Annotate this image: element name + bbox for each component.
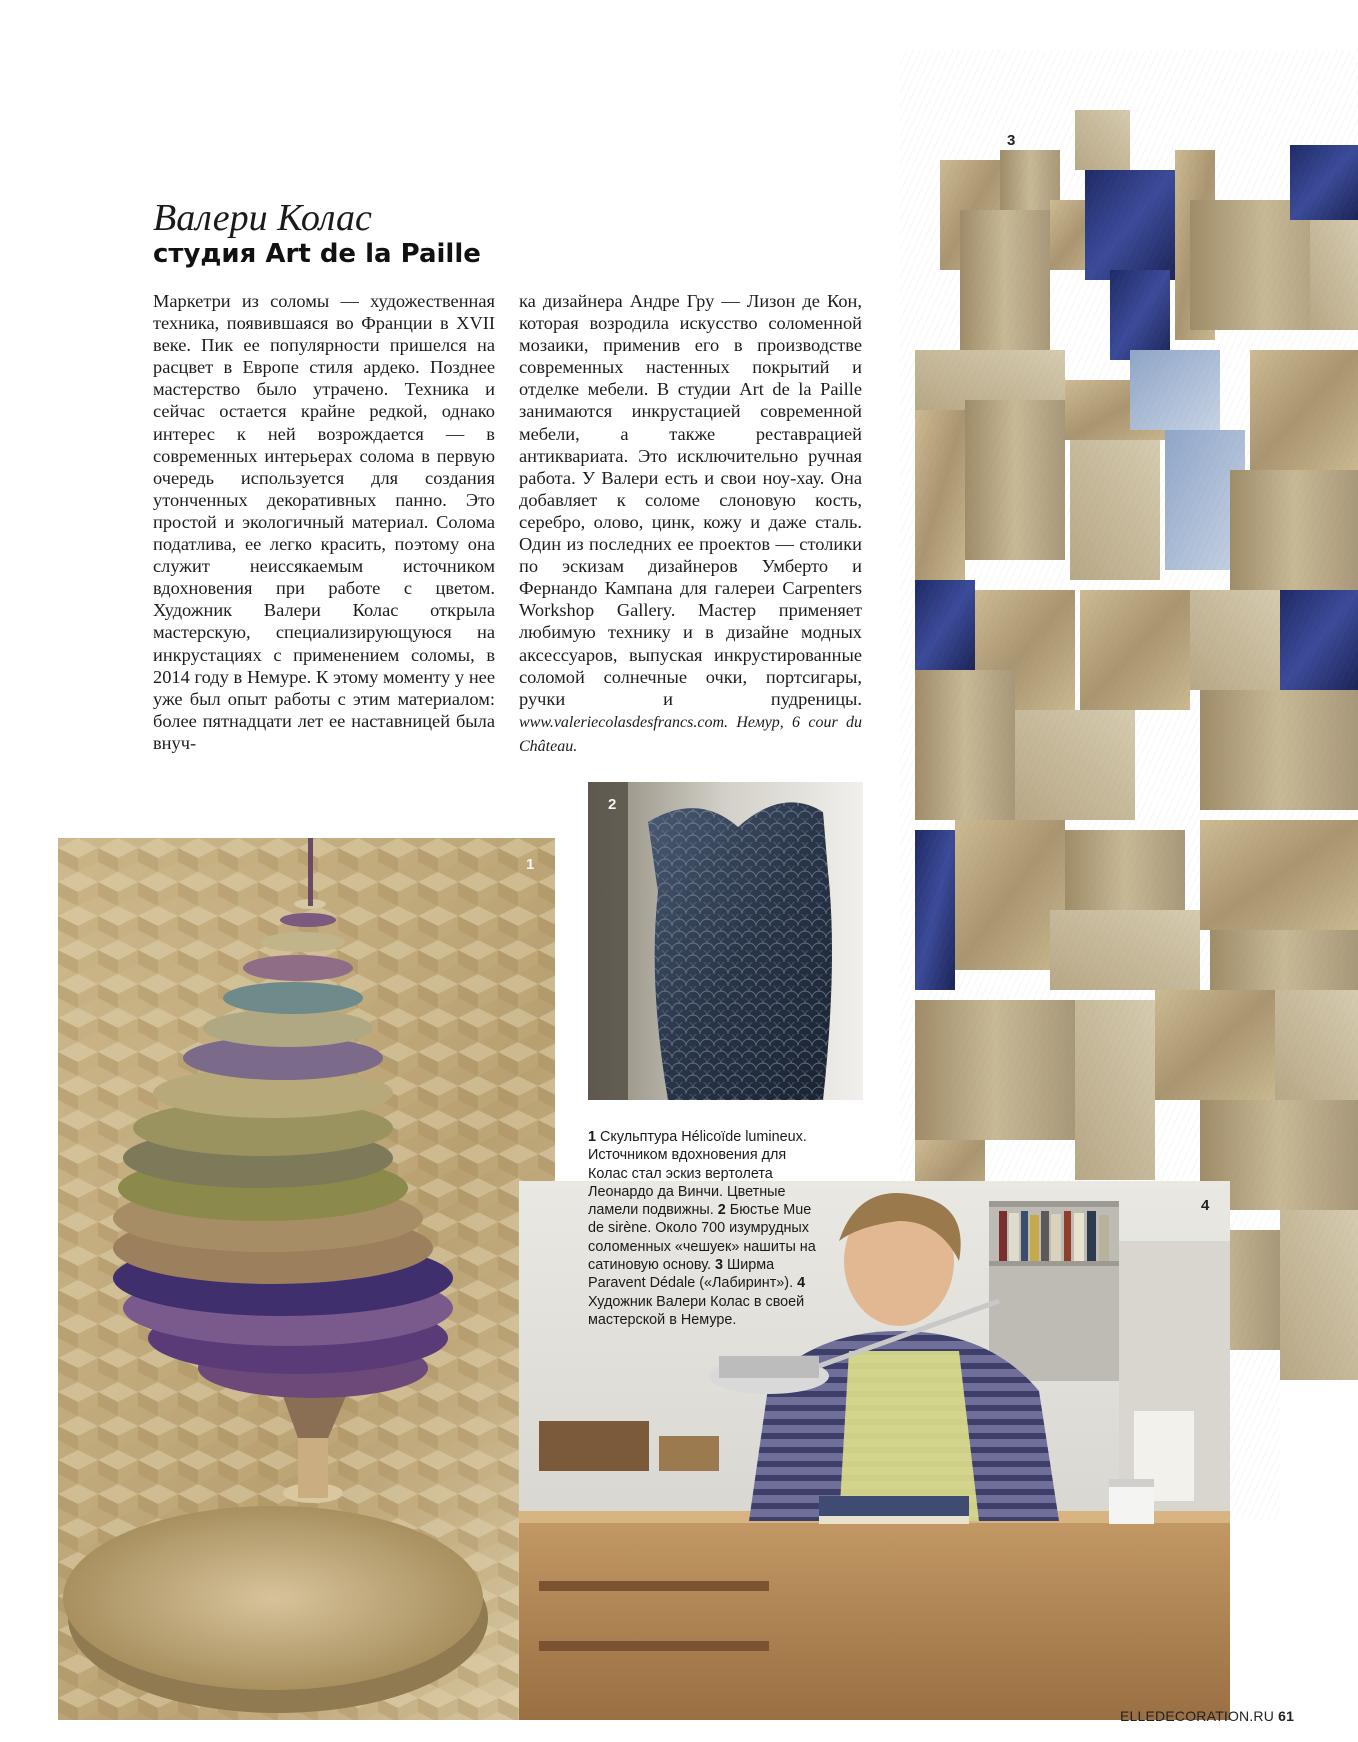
bustier-illustration bbox=[588, 782, 863, 1100]
page-folio bbox=[1120, 1708, 1294, 1724]
article-column-1 bbox=[153, 290, 495, 754]
photo-number-2: 2 bbox=[608, 796, 617, 813]
caption-number-2: 2 bbox=[717, 1202, 726, 1219]
caption-number-3: 3 bbox=[715, 1257, 724, 1274]
photo-number-4: 4 bbox=[1201, 1197, 1210, 1214]
photo-bustier-mue-de-sirene bbox=[588, 782, 863, 1100]
folio-site: ELLEDECORATION.RU bbox=[1120, 1708, 1275, 1724]
article-column-2 bbox=[519, 290, 862, 758]
article-text-col2 bbox=[519, 290, 862, 758]
caption-text-1: Скульптура Hélicoïde lumineux. Источником вдохновения для Колас стал эскиз вертолета Леонардо да Винчи. Цветные ламели подвижны. bbox=[588, 1129, 807, 1219]
article-studio-title: студия Art de la Paille bbox=[153, 239, 481, 269]
article-text-col1: Маркетри из соломы — художественная техника, появившаяся во Франции в XVII веке. Пик ее популярности пришелся на расцвет в Европе стиля ардеко. Позднее мастерство было утрачено. Техника и сейчас остается крайне редкой, однако интерес к ней возрождается — в современных интерьерах солома в первую очередь используется для создания утонченных декоративных панно. Это простой и экологичный материал. Солома податлива, ее легко красить, поэтому она служит неиссякаемым источником вдохновения при работе с цветом. Художник Валери Колас открыла мастерскую, специализирующуюся на инкрустациях с применением соломы, в 2014 году в Немуре. К этому моменту у нее уже был опыт работы с этим материалом: более пятнадцати лет ее наставницей была внуч- bbox=[153, 291, 495, 753]
sculpture-illustration bbox=[58, 838, 555, 1720]
caption-text-3: Ширма Paravent Dédale («Лабиринт»). bbox=[588, 1257, 794, 1292]
article-text-col2-body: ка дизайнера Андре Гру — Лизон де Кон, которая возродила искусство соломенной мозаики, применив его в производстве современных настенных покрытий и отделке мебели. В студии Art de la Paille занимаются инкрустацией современной мебели, а также реставрацией антиквариата. Это исключительно ручная работа. У Валери есть и свои ноу-хау. Она добавляет к соломе слоновую кость, серебро, олово, цинк, кожу и даже сталь. Один из последних ее проектов — столики по эскизам дизайнеров Умберто и Фернандо Кампана для галереи Carpenters Workshop Gallery. Мастер применяет любимую технику и в дизайне модных аксессуаров, выпуская инкрустированные соломой солнечные очки, портсигары, ручки и пудреницы. bbox=[519, 291, 862, 709]
photo-number-3: 3 bbox=[1007, 132, 1016, 149]
photo-sculpture-helicoide bbox=[58, 838, 555, 1720]
photo-number-1: 1 bbox=[526, 856, 535, 873]
article-credit: www.valeriecolasdesfrancs.com. Немур, 6 cour du Château. bbox=[519, 713, 862, 755]
folio-page-number: 61 bbox=[1278, 1708, 1295, 1724]
caption-text-4: Художник Валери Колас в своей мастерской в Немуре. bbox=[588, 1293, 805, 1328]
caption-text-2: Бюстье Mue de sirène. Около 700 изумрудных соломенных «чешуек» нашиты на сатиновую основу. bbox=[588, 1202, 816, 1274]
caption-number-1: 1 bbox=[588, 1129, 597, 1145]
article-author-name: Валери Колас bbox=[153, 197, 372, 239]
books bbox=[999, 1211, 1109, 1261]
photo-captions bbox=[588, 1128, 820, 1329]
caption-number-4: 4 bbox=[797, 1275, 806, 1292]
